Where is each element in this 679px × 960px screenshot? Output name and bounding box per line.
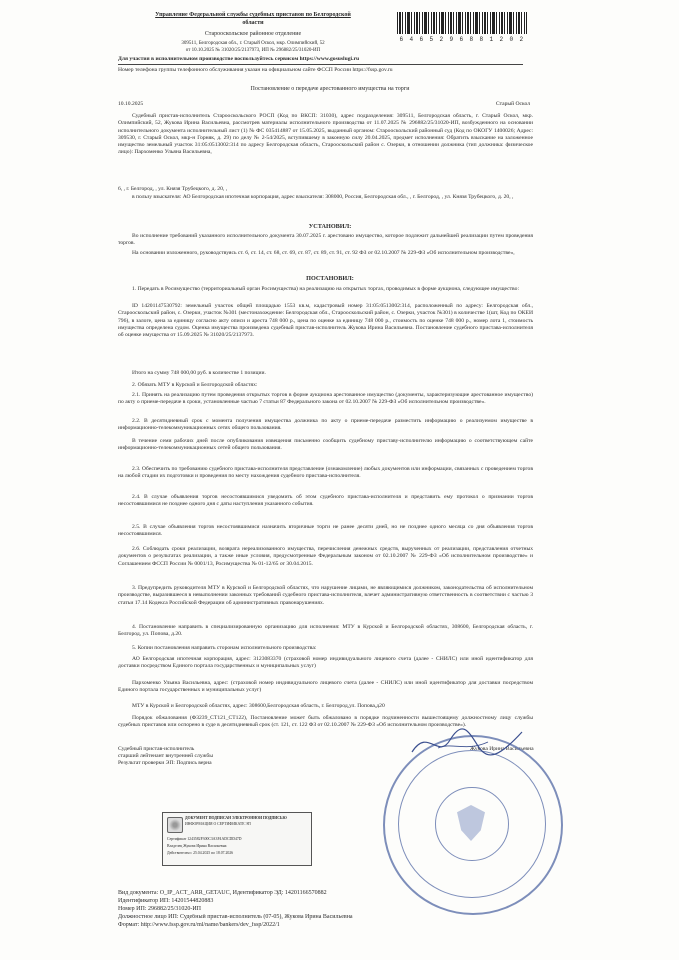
property-description: ID 14201147530792: земельный участок общей площадью 1553 кв.м, кадастровый номер 31:05:0513002:314, расположенный по адресу: Белгородская обл., Старооскольский район, с. Озерки, участок №301 (местонахождение: Белгородская обл., Старооскольский район, с. Озерки, участок №301) в количестве 1(шт, Код по ОКЕИ 796), в залоге, цена за единицу согласно акту описи и ареста 748 000 р., цена по оценке за единицу 748 000 р., стоимость по оценке 748 000 р., номер лота 1, стоимость имущества определена судом. Оценка имущества произведена судебный пристав-исполнитель Жукова Ирина Васильевна. Постановление судебного пристава-исполнителя об оценке имущества от 15.09.2025 № 31020/25/2137973. [118,303,533,339]
item-5: 5. Копии постановления направить сторонам исполнительного производства: [132,645,317,651]
agency-name: Управление Федеральной службы судебных приставов по Белгородской [155,12,351,18]
department-address: 309511, Белгородская обл., г. Старый Оскол, мкр. Олимпийский, 52 [181,41,325,46]
item-2-1: 2.1. Принять на реализацию путем проведения открытых торгов в форме аукциона арестованное имущество (документы, характеризующие арестованное имущество) по акту о приеме-передаче в сроки, установленные частью 7 статьи 87 Федерального закона от 02.10.2007 № 229-ФЗ «Об исполнительном производстве». [118,392,533,406]
established-text: Во исполнение требований указанного исполнительного документа 30.07.2025 г. арестовано имущество, которое подлежит дальнейшей реализации путем проведения торгов. [118,233,533,247]
recipient-2: Пархоменко Ульяна Васильевна, адрес: (страховой номер индивидуального лицевого счета (далее - СНИЛС) или иной идентификатор для доставки посредством Единого портала государственных и муниципальных услуг) [118,680,533,694]
ecp-title: ДОКУМЕНТ ПОДПИСАН ЭЛЕКТРОННОЙ ПОДПИСЬЮ [185,816,287,820]
creditor-paragraph: в пользу взыскателя: АО Белгородская ипотечная корпорация, адрес взыскателя: 308000, Россия, Белгородская обл., , г. Белгород, , ул. Князя Трубецкого, д. 20, , [132,194,514,200]
item-2-2: 2.2. В десятидневный срок с момента получения имущества должника по акту о приеме-передаче разместить информацию о реализуемом имуществе в информационно-телекоммуникационных сетях общего пользования. [118,418,533,432]
total-sum: Итого на сумму 748 000,00 руб. в количестве 1 позиции. [132,370,266,376]
signer-rank: старший лейтенант внутренней службы [118,753,213,759]
item-2-5: 2.5. В случае объявления торгов несостоявшимися назначить вторичные торги не ранее десяти дней, но не позднее одного месяца со дня объявления торгов несостоявшимися. [118,524,533,538]
barcode [397,12,527,34]
gosuslugi-notice: Для участия в исполнительном производстве воспользуйтесь сервисом https://www.gosuslugi.ru [118,56,360,62]
footer-ip-id: Идентификатор ИП: 14201544820883 [118,898,214,904]
document-reference: от 10.10.2025 № 31020/25/2137973, ИП № 296882/25/31020-ИП [185,48,321,53]
footer-format: Формат: http://www.fssp.gov.ru/ml/name/bankers/dev_fssp/2022/1 [118,922,280,928]
footer-document-type: Вид документа: O_IP_ACT_ARR_GETAUC, Идентификатор ЭД: 14201166570882 [118,890,327,896]
ecp-certificate: Сертификат 1243582F300C3A3F4ADCDD47D [167,837,242,841]
intro-paragraph: Судебный пристав-исполнитель Старооскольского РОСП (Код по ВКСП: 31030), адрес подразделения: 309511, Белгородская область, г. Старый Оскол, мкр. Олимпийский, 52, Жукова Ирина Васильевна, рассмотрев материалы исполнительного производства от 11.07.2025 № 296882/25/31020-ИП, возбужденного на основании исполнительного документа исполнительный лист (1) № ФС 035414887 от 15.05.2025, выданный органом: Старооскольский районный суд (Код по ОКОГУ 1400026; Адрес: 309530, г. Старый Оскол, мкр-н Горняк, д. 29) по делу № 2-54/2025, вступившему в законную силу 20.04.2025, предмет исполнения: Обратить взыскание на заложенное имущество земельный участок 31:05:0513002:314 по адресу Белгородская область, Старооскольский район с. Озерки, в отношении должника (тип должника: физическое лицо): Пархоменко Ульяна Васильевна, [118,113,533,156]
appeal-procedure: Порядок обжалования (Ф3239_СТ121_СТ122), Постановление может быть обжаловано в порядке подчиненности вышестоящему должностному лицу службы судебных приставов или оспорено в суде в десятидневный срок (ст. 121, ст. 122 ФЗ от 02.10.2007 № 229-ФЗ «Об исполнительном производстве»). [118,715,533,729]
item-2: 2. Обязать МТУ в Курской и Белгородской областях: [132,382,258,388]
document-date: 10.10.2025 [118,101,144,107]
item-1: 1. Передать в Росимущество (территориальный орган Росимущества) на реализацию на открытых торгах, проводимых в форме аукциона, следующее имущество: [132,286,520,292]
barcode-number: 6 4 6 5 2 9 6 8 8 1 2 0 2 [399,36,525,43]
item-2-6: 2.6. Соблюдать сроки реализации, возврата нереализованного имущества, перечисления денежных средств, вырученных от реализации, представления отчетных документов о результатах реализации, а также иные условия, предусмотренные Федеральным законом от 02.10.2007 № 229-ФЗ «Об исполнительном производстве» и Соглашением ФССП России № 0001/13, Росимущества № 01-12/65 от 30.04.2015. [118,546,533,567]
recipient-3: МТУ в Курской и Белгородской областях, адрес: 308600,Белгородская область, г. Белгород,ул. Попова,д20 [132,703,385,709]
signature-verification: Результат проверки ЭП: Подпись верна [118,760,212,766]
item-3: 3. Предупредить руководителя МТУ в Курской и Белгородской областях, что нарушение лицами, не являющимися должником, законодательства об исполнительном производстве, выразившееся в невыполнении законных требований судебного пристава-исполнителя, влечет административную ответственность в соответствии с частью 3 статьи 17.14 Кодекса Российской Федерации об административных правонарушениях. [118,585,533,606]
signer-position: Судебный пристав-исполнитель [118,746,195,752]
item-4: 4. Постановление направить в специализированную организацию для исполнения: МТУ в Курской и Белгородской областях, 308600, Белгородская область, г. Белгород, ул. Попова, д.20. [118,624,533,638]
department-name: Старооскольское районное отделение [204,31,302,37]
handwritten-signature [408,722,528,762]
official-seal [383,735,563,915]
phone-notice: Номер телефона группы телефонного обслуживания указан на официальном сайте ФССП России https://fssp.gov.ru [118,67,393,73]
document-title: Постановление о передаче арестованного имущества на торги [250,86,410,92]
recipient-1: АО Белгородская ипотечная корпорация, адрес: 3123083370 (страховой номер индивидуального лицевого счета (далее - СНИЛС) или иной идентификатор для доставки посредством Единого портала государственных и муниципальных услуг) [118,656,533,670]
signer-name: Жукова Ирина Васильевна [470,746,534,752]
emblem-icon [167,817,183,833]
item-2-2-notice: В течение семи рабочих дней после опубликования извещения письменно сообщить судебному приставу-исполнителю информацию о соответствующем сайте информационно-телекоммуникационных сетей общего пользования. [118,438,533,452]
established-heading: УСТАНОВИЛ: [308,223,352,230]
debtor-address: 6, , г. Белгород, , ул. Князя Трубецкого, д. 20, , [118,186,228,192]
electronic-signature-stamp [162,812,312,866]
ecp-subtitle: ИНФОРМАЦИЯ О СЕРТИФИКАТЕ ЭП [185,822,251,826]
agency-region: области [242,20,264,26]
header-rule [118,64,523,65]
item-2-4: 2.4. В случае объявления торгов несостоявшимися уведомить об этом судебного пристава-исполнителя и представить ему протокол о признании торгов несостоявшимися не позднее одного дня с даты наступления указанного события. [118,494,533,508]
footer-ip-number: Номер ИП: 296882/25/31020-ИП [118,906,202,912]
footer-official: Должностное лицо ИП: Судебный пристав-исполнитель (07-05), Жукова Ирина Васильевна [118,914,353,920]
ecp-validity: Действителен с 25.04.2025 по 18.07.2026 [167,851,234,855]
ecp-owner: Владелец Жукова Ирина Васильевна [167,844,227,848]
document-city: Старый Оскол [495,101,530,107]
legal-basis: На основании изложенного, руководствуясь ст. 6, ст. 14, ст. 68, ст. 69, ст. 87, ст. 89, ст. 91, ст. 92 ФЗ от 02.10.2007 № 229-ФЗ «Об исполнительном производстве», [132,250,515,256]
item-2-3: 2.3. Обеспечить по требованию судебного пристава-исполнителя представление (ознакомление) любых документов или информации, связанных с проведением торгов на любой стадии их подготовки и проведения по месту нахождения судебного пристава-исполнителя. [118,466,533,480]
resolved-heading: ПОСТАНОВИЛ: [306,275,354,282]
